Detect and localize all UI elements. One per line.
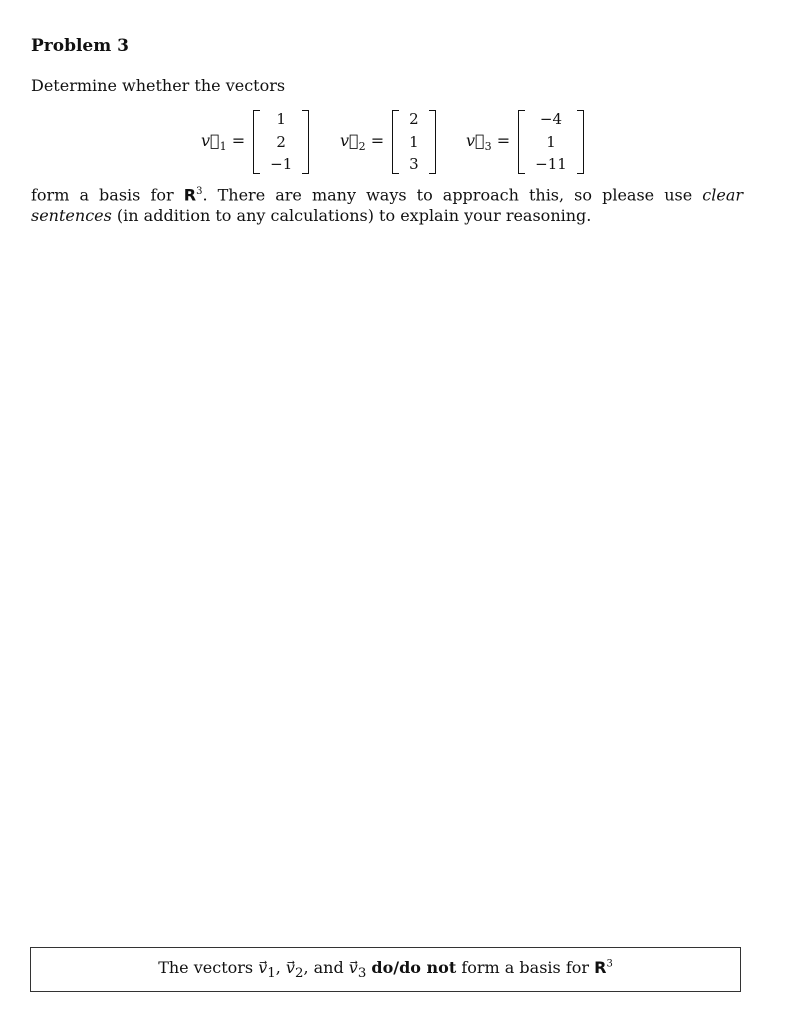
real-numbers-symbol: R bbox=[183, 185, 197, 205]
emphasis-text: clear sentences bbox=[31, 185, 744, 226]
vector-v3-label: $v_3$ = bbox=[466, 130, 511, 154]
left-bracket bbox=[518, 110, 525, 174]
v3-entry-3: −11 bbox=[535, 155, 567, 173]
left-bracket bbox=[392, 110, 399, 174]
left-bracket bbox=[253, 110, 260, 174]
problem-intro: Determine whether the vectors bbox=[31, 76, 286, 95]
right-bracket bbox=[302, 110, 309, 174]
vector-v1-matrix bbox=[253, 110, 309, 174]
right-bracket bbox=[429, 110, 436, 174]
answer-box[interactable] bbox=[30, 947, 741, 992]
right-bracket bbox=[577, 110, 584, 174]
vector-v1-label: $v_1$ = bbox=[201, 130, 246, 154]
vector-v1 bbox=[201, 110, 309, 174]
vector-v3-matrix bbox=[518, 110, 584, 174]
problem-instructions: form a basis for $R^3$. There are many ways to approach this, so please use clear sentences (in addition to any calculations) to explain your reasoning. bbox=[31, 185, 744, 226]
answer-statement: The vectors $v_1$, $v_2$, and $v_3$ do/do not form a basis for $R^3$ bbox=[158, 957, 613, 982]
v2-entry-1: 2 bbox=[409, 110, 419, 128]
problem-title: Problem 3 bbox=[31, 36, 129, 56]
v2-entry-3: 3 bbox=[409, 155, 419, 173]
v1-entry-2: 2 bbox=[276, 132, 286, 151]
v2-entry-2: 1 bbox=[409, 132, 419, 151]
v1-entry-1: 1 bbox=[276, 110, 286, 128]
v3-entry-1: −4 bbox=[539, 110, 563, 128]
v3-entry-2: 1 bbox=[546, 132, 556, 151]
v1-entry-3: −1 bbox=[270, 155, 293, 173]
vector-v2-matrix bbox=[392, 110, 436, 174]
vector-v3 bbox=[466, 110, 584, 174]
do-do-not-choice[interactable]: do/do not bbox=[371, 957, 457, 977]
vector-v2 bbox=[340, 110, 436, 174]
vector-v2-label: $v_2$ = bbox=[340, 130, 385, 154]
